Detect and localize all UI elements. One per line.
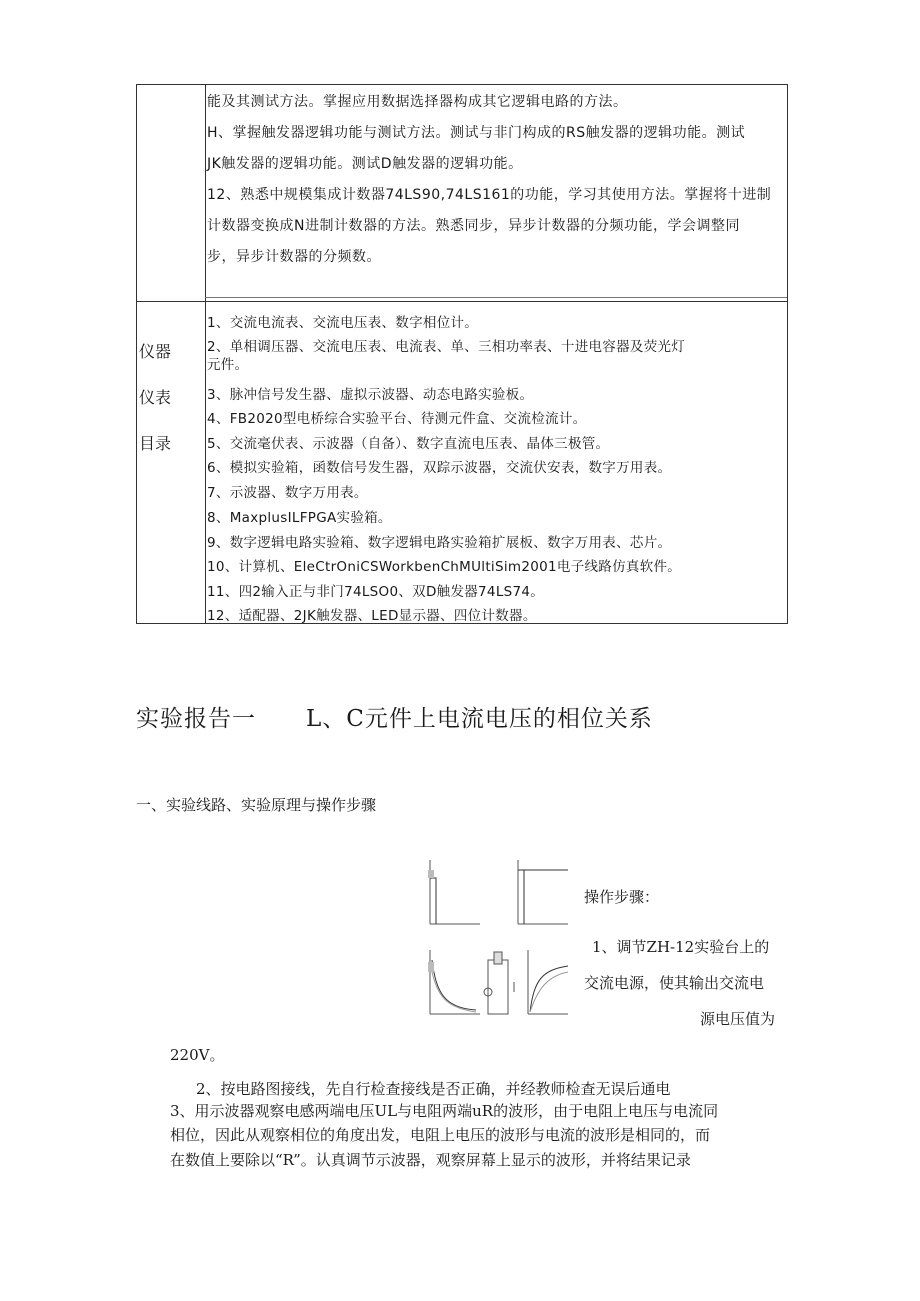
- instrument-item: 3、脉冲信号发生器、虚拟示波器、动态电路实验板。: [207, 387, 534, 403]
- step3-line: 在数值上要除以“R”。认真调节示波器，观察屏幕上显示的波形，并将结果记录: [170, 1151, 691, 1169]
- instrument-item: 4、FB2020型电桥综合实验平台、待测元件盒、交流检流计。: [207, 411, 587, 427]
- objective-line: H、掌握触发器逻辑功能与测试方法。测试与非门构成的RS触发器的逻辑功能。测试: [207, 125, 746, 141]
- instrument-item: 9、数字逻辑电路实验箱、数字逻辑电路实验箱扩展板、数字万用表、芯片。: [207, 535, 672, 551]
- objectives-cell: [207, 87, 787, 273]
- operation-steps-title: 操作步骤：: [584, 888, 660, 906]
- report-title-number: 实验报告一: [136, 706, 256, 732]
- report-title-topic: L、C元件上电流电压的相位关系: [306, 706, 653, 732]
- step1-line: 交流电源，使其输出交流电: [584, 974, 765, 992]
- report-title: [136, 700, 653, 733]
- instrument-item: 元件。: [207, 357, 249, 373]
- step2-paragraph: 2、按电路图接线，先自行检查接线是否正确，并经教师检查无误后通电: [196, 1080, 671, 1098]
- section-heading: 一、实验线路、实验原理与操作步骤: [136, 796, 377, 814]
- instrument-item: 6、模拟实验箱，函数信号发生器，双踪示波器，交流伏安表，数字万用表。: [207, 460, 672, 476]
- instrument-item: 8、MaxplusILFPGA实验箱。: [207, 510, 392, 526]
- objective-line: 步，异步计数器的分频数。: [207, 249, 381, 265]
- instrument-item: 2、单相调压器、交流电压表、电流表、单、三相功率表、十进电容器及荧光灯: [207, 339, 686, 355]
- instrument-item: 12、适配器、2JK触发器、LED显示器、四位计数器。: [207, 608, 537, 624]
- step3-line: 相位，因此从观察相位的角度出发，电阻上电压的波形与电流的波形是相同的，而: [170, 1126, 711, 1144]
- info-table: [136, 84, 788, 624]
- step1-line: 源电压值为: [700, 1010, 776, 1028]
- instruments-row-label: [137, 329, 207, 467]
- objective-line: 能及其测试方法。掌握应用数据选择器构成其它逻辑电路的方法。: [207, 94, 628, 110]
- row-label-line: 仪器: [139, 342, 172, 361]
- step3-line: 3、用示波器观察电感两端电压UL与电阻两端uR的波形，由于电阻上电压与电流同: [170, 1102, 719, 1120]
- instrument-item: 5、交流毫伏表、示波器（自备）、数字直流电压表、晶体三极管。: [207, 436, 610, 452]
- step1-line: 220V。: [170, 1046, 225, 1064]
- instrument-item: 7、示波器、数字万用表。: [207, 485, 368, 501]
- instrument-item: 11、四2输入正与非门74LSO0、双D触发器74LS74。: [207, 584, 545, 600]
- table-row-divider: [137, 301, 787, 302]
- step1-line: 1、调节ZH-12实验台上的: [592, 938, 770, 956]
- circuit-waveform-figure: [418, 852, 578, 1032]
- row-label-line: 目录: [139, 434, 172, 453]
- table-row-divider-inner: [205, 297, 787, 298]
- objective-line: 计数器变换成N进制计数器的方法。熟悉同步，异步计数器的分频功能，学会调整同: [207, 218, 740, 234]
- objective-line: JK触发器的逻辑功能。测试D触发器的逻辑功能。: [207, 156, 523, 172]
- objective-line: 12、熟悉中规模集成计数器74LS90,74LS161的功能，学习其使用方法。掌握将十进制: [207, 187, 772, 203]
- instrument-item: 10、计算机、EleCtrOniCSWorkbenChMUltiSim2001电子线路仿真软件。: [207, 559, 682, 575]
- row-label-line: 仪表: [139, 388, 172, 407]
- instrument-item: 1、交流电流表、交流电压表、数字相位计。: [207, 315, 479, 331]
